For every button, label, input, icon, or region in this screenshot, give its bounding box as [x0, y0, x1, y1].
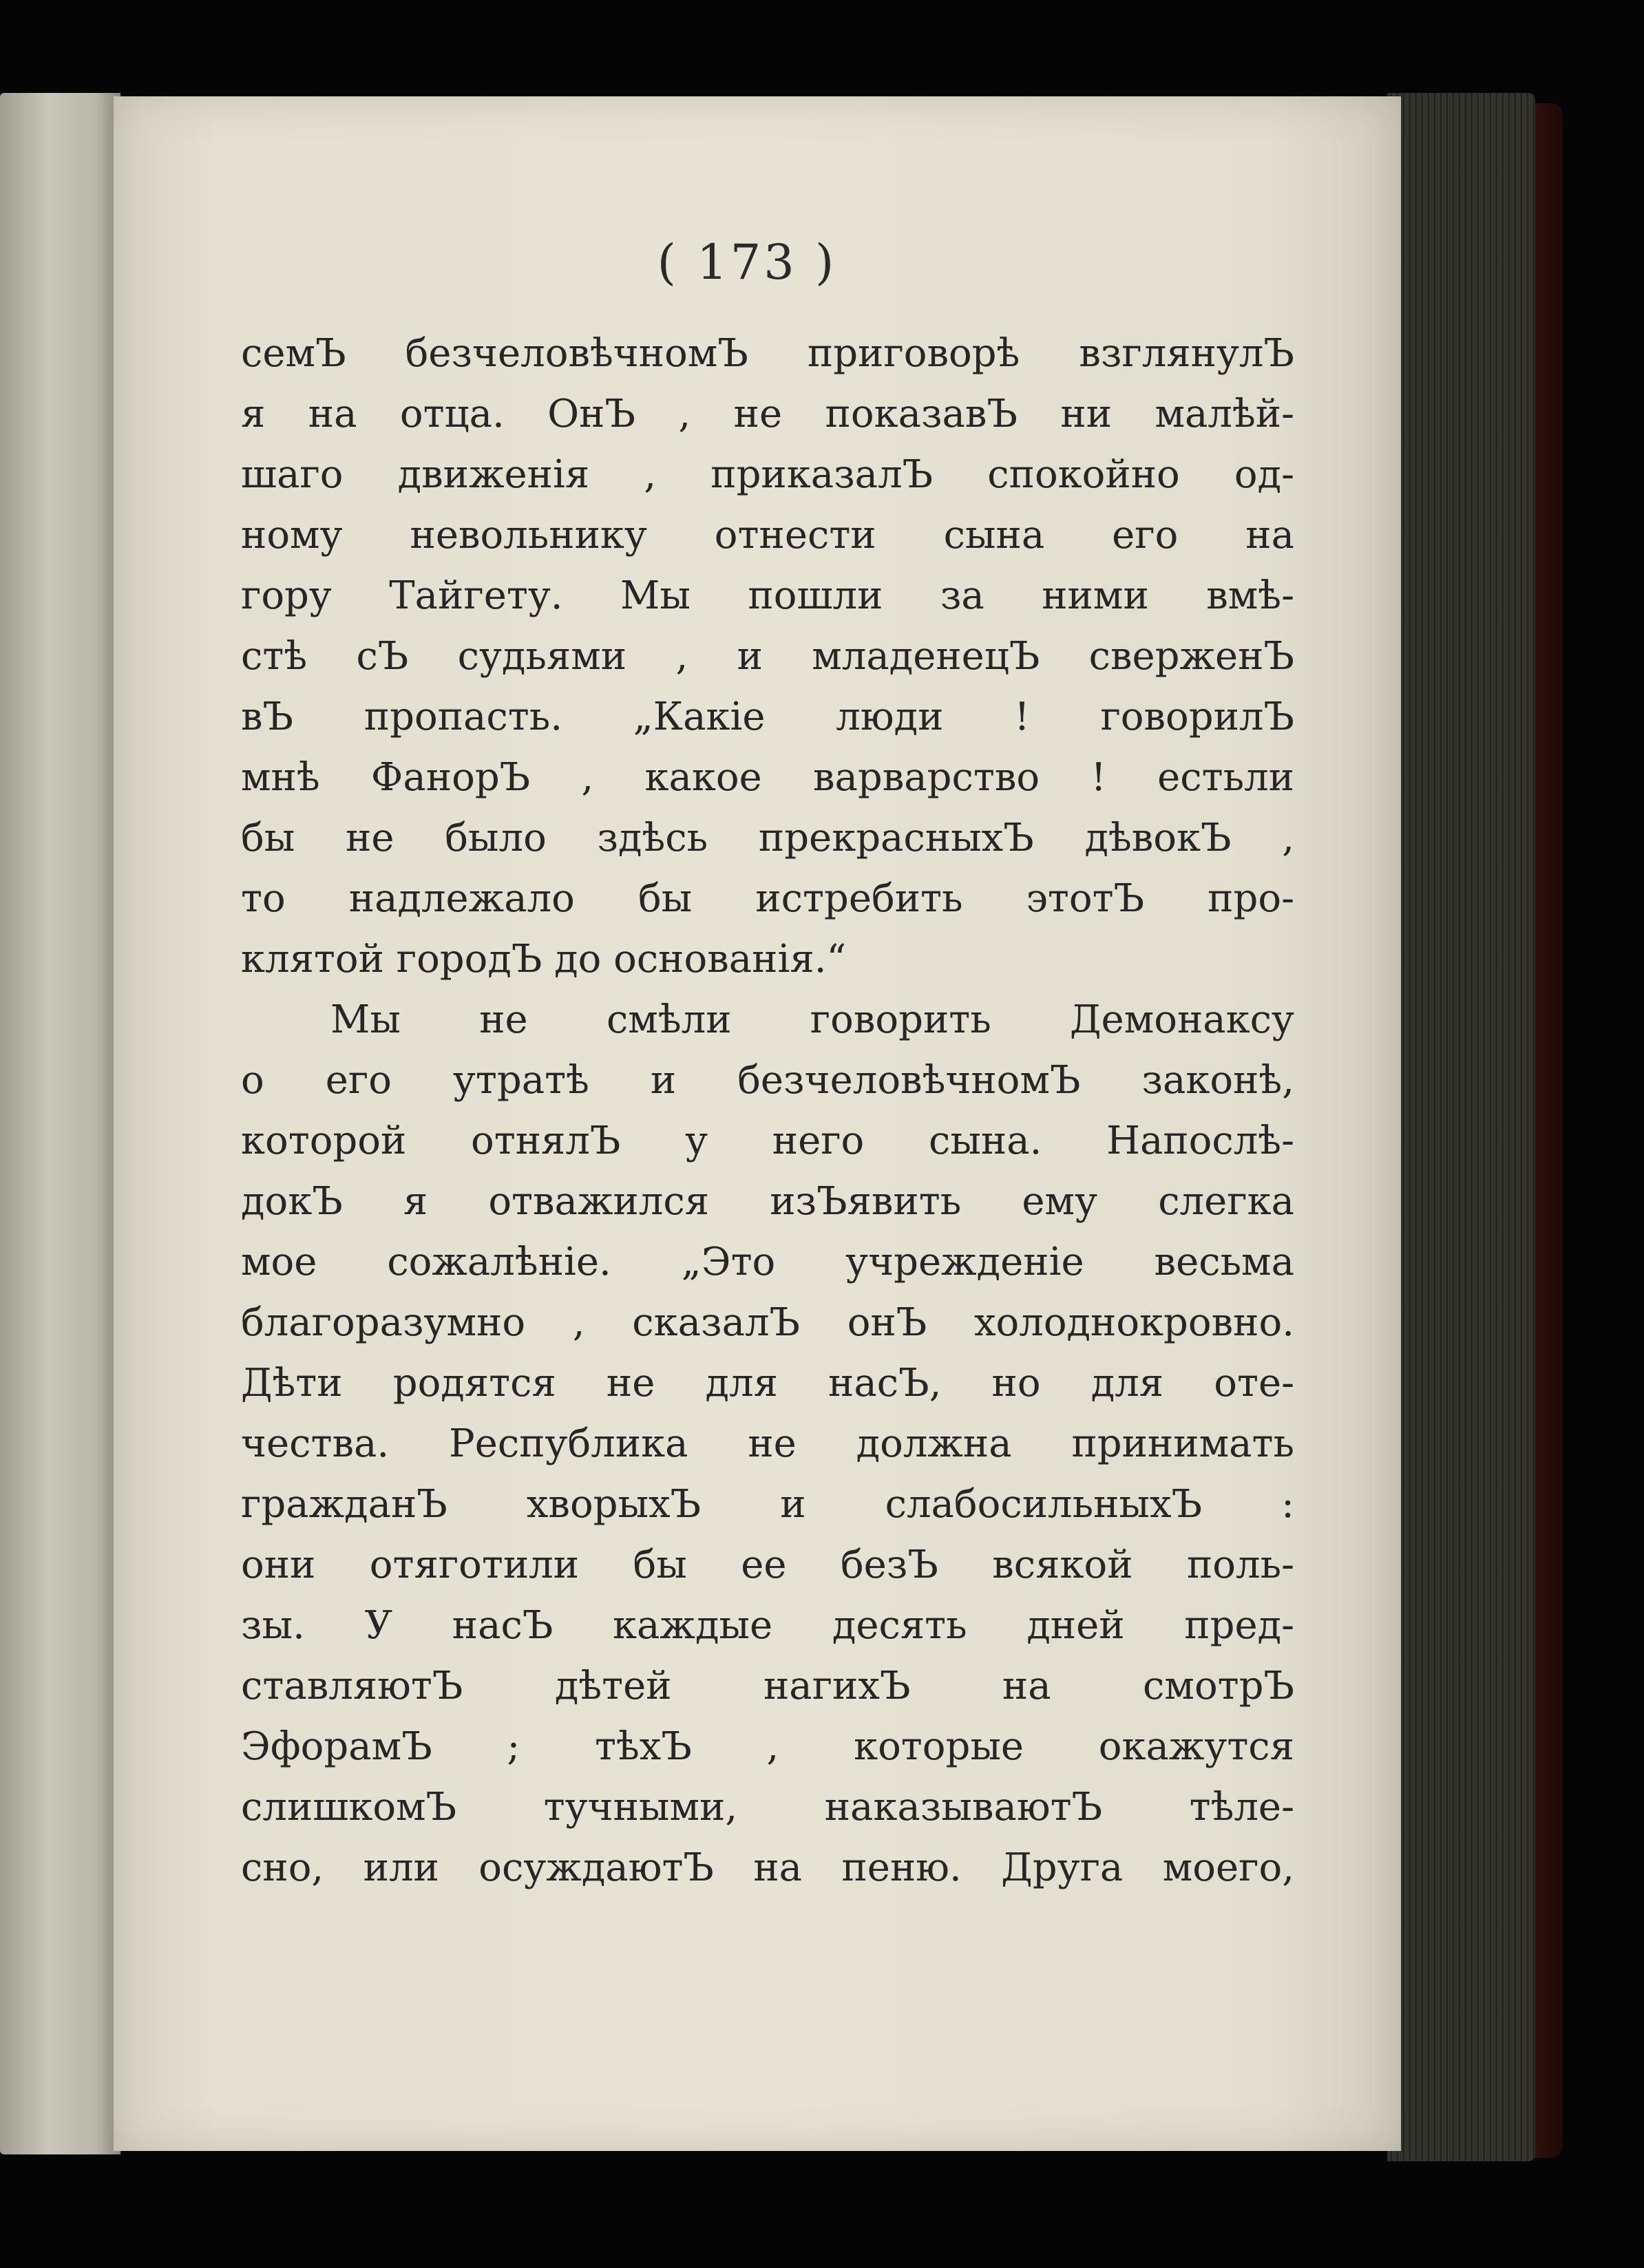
- text-line: Дѣти родятся не для насЪ, но для оте-: [241, 1361, 1294, 1406]
- text-line: слишкомЪ тучными, наказываютЪ тѣле-: [241, 1785, 1294, 1830]
- text-line: семЪ безчеловѣчномЪ приговорѣ взглянулЪ: [241, 331, 1294, 376]
- text-line: то надлежало бы истребить этотЪ про-: [241, 876, 1294, 921]
- text-line: сно, или осуждаютЪ на пеню. Друга моего,: [241, 1845, 1294, 1890]
- book-page: [114, 96, 1401, 2151]
- page-block-edges: [1387, 93, 1535, 2161]
- text-line: клятой городЪ до основанія.“: [241, 937, 847, 982]
- text-line: бы не было здѣсь прекрасныхЪ дѣвокЪ ,: [241, 816, 1294, 860]
- text-line: вЪ пропасть. „Какіе люди ! говорилЪ: [241, 695, 1294, 739]
- text-line: я на отца. ОнЪ , не показавЪ ни малѣй-: [241, 392, 1294, 436]
- text-line: мнѣ ФанорЪ , какое варварство ! естьли: [241, 755, 1294, 800]
- text-line: ному невольнику отнести сына его на: [241, 513, 1294, 558]
- text-line: Мы не смѣли говорить Демонаксу: [330, 997, 1294, 1042]
- text-line: которой отнялЪ у него сына. Напослѣ-: [241, 1119, 1294, 1163]
- text-line: шаго движенія , приказалЪ спокойно од-: [241, 452, 1294, 497]
- text-line: о его утратѣ и безчеловѣчномЪ законѣ,: [241, 1058, 1294, 1103]
- facing-page-edge: [0, 93, 120, 2154]
- page-text: [241, 324, 1294, 1898]
- text-line: они отяготили бы ее безЪ всякой поль-: [241, 1543, 1294, 1587]
- text-line: зы. У насЪ каждые десять дней пред-: [241, 1603, 1294, 1648]
- text-line: чества. Республика не должна принимать: [241, 1421, 1294, 1466]
- text-line: благоразумно , сказалЪ онЪ холоднокровно.: [241, 1300, 1294, 1345]
- text-line: ставляютЪ дѣтей нагихЪ на смотрЪ: [241, 1664, 1294, 1708]
- text-line: ЭфорамЪ ; тѣхЪ , которые окажутся: [241, 1724, 1294, 1769]
- text-line: гражданЪ хворыхЪ и слабосильныхЪ :: [241, 1482, 1294, 1527]
- text-line: гору Тайгету. Мы пошли за ними вмѣ-: [241, 573, 1294, 618]
- text-line: мое сожалѣніе. „Это учрежденіе весьма: [241, 1240, 1294, 1284]
- text-line: стѣ сЪ судьями , и младенецЪ сверженЪ: [241, 634, 1294, 679]
- page-number: ( 173 ): [657, 234, 837, 290]
- text-line: докЪ я отважился изЪявить ему слегка: [241, 1179, 1294, 1224]
